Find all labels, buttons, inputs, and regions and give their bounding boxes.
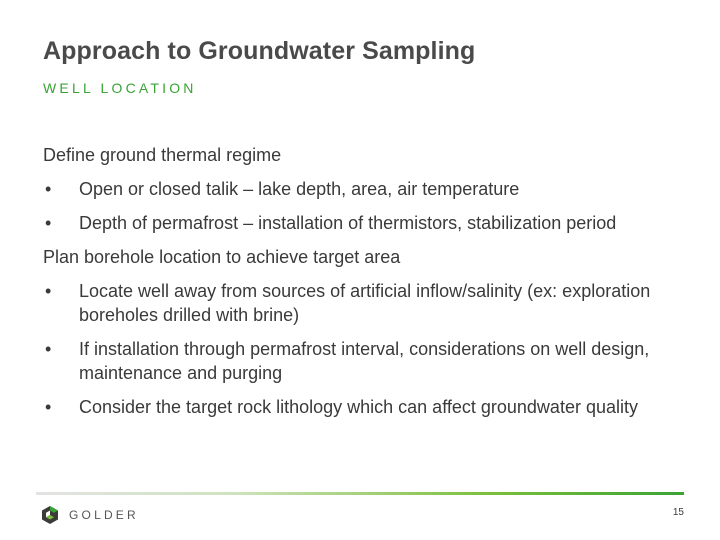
- bullet-item: [43, 279, 693, 327]
- section-heading: Plan borehole location to achieve target area: [43, 247, 401, 267]
- golder-logo-icon: [40, 505, 60, 525]
- bullet-text: Open or closed talik – lake depth, area, air temperature: [79, 179, 520, 199]
- bullet-dot: •: [45, 179, 52, 199]
- bullet-list: [43, 177, 693, 235]
- page-number: 15: [672, 507, 684, 518]
- bullet-dot: •: [45, 213, 52, 233]
- section-heading: Define ground thermal regime: [43, 145, 282, 165]
- slide-title: Approach to Groundwater Sampling: [43, 37, 476, 65]
- bullet-item: [43, 177, 693, 201]
- bullet-text: Depth of permafrost – installation of thermistors, stabilization period: [79, 213, 617, 233]
- golder-logo: [40, 505, 139, 525]
- bullet-item: [43, 337, 693, 385]
- golder-logo-text: GOLDER: [69, 508, 139, 522]
- slide-subtitle: WELL LOCATION: [43, 80, 197, 96]
- bullet-dot: •: [45, 397, 52, 417]
- bullet-item: [43, 211, 693, 235]
- bullet-text: Consider the target rock lithology which can affect groundwater quality: [79, 397, 638, 417]
- bullet-dot: •: [45, 281, 52, 301]
- bullet-item: [43, 395, 693, 419]
- bullet-dot: •: [45, 339, 52, 359]
- bullet-list: [43, 279, 693, 419]
- footer-divider: [36, 492, 684, 495]
- bullet-text: Locate well away from sources of artificial inflow/salinity (ex: exploration boreholes drilled with brine): [79, 281, 651, 325]
- slide-content: [43, 143, 693, 419]
- bullet-text: If installation through permafrost interval, considerations on well design, maintenance and purging: [79, 339, 650, 383]
